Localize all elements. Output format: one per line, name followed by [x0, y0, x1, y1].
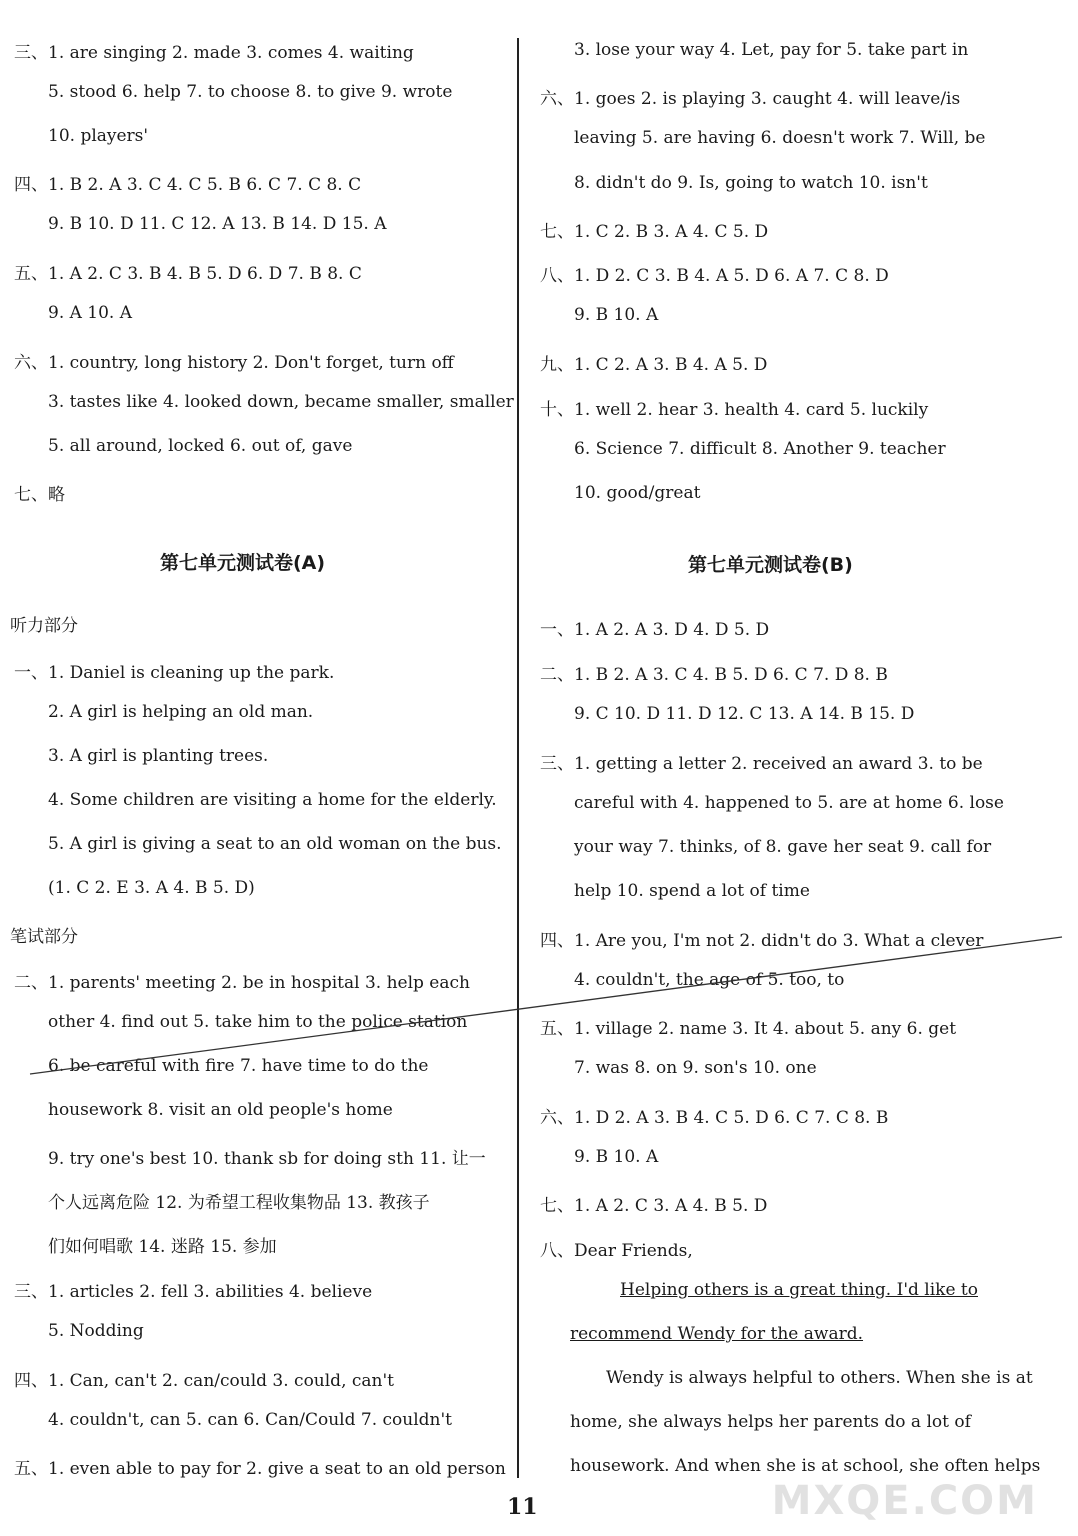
answer-line: 四、1. Are you, I'm not 2. didn't do 3. What a clever [540, 931, 984, 951]
answer-line: 5. A girl is giving a seat to an old woman on the bus. [48, 834, 502, 854]
section-title: 第七单元测试卷(B) [688, 554, 853, 576]
answer-line: 9. A 10. A [48, 303, 133, 323]
essay-line: housework. And when she is at school, she often helps [570, 1456, 1041, 1476]
answer-line: 个人远离危险 12. 为希望工程收集物品 13. 教孩子 [48, 1193, 430, 1213]
answer-line: 十、1. well 2. hear 3. health 4. card 5. luckily [540, 400, 929, 420]
answer-line: 六、1. goes 2. is playing 3. caught 4. will leave/is [540, 89, 961, 109]
answer-line: 9. B 10. D 11. C 12. A 13. B 14. D 15. A [48, 214, 387, 234]
watermark: MXQE.COM [771, 1478, 1038, 1524]
answer-line: 七、1. C 2. B 3. A 4. C 5. D [540, 222, 769, 242]
writing-heading: 笔试部分 [10, 927, 78, 947]
answer-line: 9. try one's best 10. thank sb for doing sth 11. 让一 [48, 1149, 486, 1169]
answer-line: 7. was 8. on 9. son's 10. one [574, 1058, 817, 1078]
answer-line: 9. B 10. A [574, 1147, 659, 1167]
answer-line: 4. couldn't, the age of 5. too, to [574, 970, 845, 990]
answer-line: 5. all around, locked 6. out of, gave [48, 436, 353, 456]
answer-line: 三、1. are singing 2. made 3. comes 4. waiting [14, 43, 414, 63]
answer-line: 5. stood 6. help 7. to choose 8. to give 9. wrote [48, 82, 453, 102]
answer-line: 10. players' [48, 126, 149, 146]
answer-line: 9. B 10. A [574, 305, 659, 325]
answer-line: 二、1. parents' meeting 2. be in hospital 3. help each [14, 973, 470, 993]
essay-line: home, she always helps her parents do a lot of [570, 1412, 971, 1432]
essay-line: recommend Wendy for the award. [570, 1324, 864, 1344]
answer-line: 四、1. B 2. A 3. C 4. C 5. B 6. C 7. C 8. C [14, 175, 362, 195]
answer-line: 们如何唱歌 14. 迷路 15. 参加 [48, 1237, 277, 1257]
answer-line: 五、1. village 2. name 3. It 4. about 5. any 6. get [540, 1019, 957, 1039]
answer-line: 一、1. A 2. A 3. D 4. D 5. D [540, 620, 770, 640]
answer-line: 一、1. Daniel is cleaning up the park. [14, 663, 335, 683]
answer-line: 9. C 10. D 11. D 12. C 13. A 14. B 15. D [574, 704, 915, 724]
answer-line: 八、1. D 2. C 3. B 4. A 5. D 6. A 7. C 8. D [540, 266, 889, 286]
answer-line: 三、1. getting a letter 2. received an award 3. to be [540, 754, 983, 774]
answer-line: 八、Dear Friends, [540, 1241, 693, 1261]
answer-line: 五、1. even able to pay for 2. give a seat to an old person [14, 1459, 506, 1479]
listening-heading: 听力部分 [10, 616, 78, 636]
answer-line: 10. good/great [574, 483, 701, 503]
essay-line: Helping others is a great thing. I'd like to [620, 1280, 978, 1300]
section-title: 第七单元测试卷(A) [160, 552, 326, 574]
answer-line: 8. didn't do 9. Is, going to watch 10. isn't [574, 173, 928, 193]
answer-line: careful with 4. happened to 5. are at home 6. lose [574, 793, 1004, 813]
answer-line: 二、1. B 2. A 3. C 4. B 5. D 6. C 7. D 8. B [540, 665, 888, 685]
answer-line: housework 8. visit an old people's home [48, 1100, 393, 1120]
answer-line: 九、1. C 2. A 3. B 4. A 5. D [540, 355, 768, 375]
answer-line: 3. A girl is planting trees. [48, 746, 269, 766]
answer-line: 六、1. D 2. A 3. B 4. C 5. D 6. C 7. C 8. B [540, 1108, 889, 1128]
answer-line: 七、略 [14, 485, 65, 505]
answer-line: 三、1. articles 2. fell 3. abilities 4. believe [14, 1282, 373, 1302]
answer-line: 七、1. A 2. C 3. A 4. B 5. D [540, 1196, 768, 1216]
answer-line: 3. lose your way 4. Let, pay for 5. take part in [574, 40, 969, 60]
page-number: 11 [507, 1494, 538, 1520]
answer-line: help 10. spend a lot of time [574, 881, 810, 901]
essay-line: Wendy is always helpful to others. When she is at [606, 1368, 1033, 1388]
answer-line: other 4. find out 5. take him to the police station [48, 1012, 468, 1032]
answer-line: your way 7. thinks, of 8. gave her seat 9. call for [574, 837, 992, 857]
answer-line: 3. tastes like 4. looked down, became smaller, smaller [48, 392, 514, 412]
answer-line: 4. Some children are visiting a home for the elderly. [48, 790, 497, 810]
answer-line: 6. be careful with fire 7. have time to do the [48, 1056, 429, 1076]
answer-line: 2. A girl is helping an old man. [48, 702, 314, 722]
answer-line: (1. C 2. E 3. A 4. B 5. D) [48, 878, 255, 898]
answer-line: 六、1. country, long history 2. Don't forget, turn off [14, 353, 454, 373]
answer-line: 6. Science 7. difficult 8. Another 9. teacher [574, 439, 946, 459]
answer-line: 四、1. Can, can't 2. can/could 3. could, can't [14, 1371, 394, 1391]
answer-line: 五、1. A 2. C 3. B 4. B 5. D 6. D 7. B 8. C [14, 264, 362, 284]
answer-line: 5. Nodding [48, 1321, 144, 1341]
answer-line: 4. couldn't, can 5. can 6. Can/Could 7. couldn't [48, 1410, 453, 1430]
answer-line: leaving 5. are having 6. doesn't work 7. Will, be [574, 128, 986, 148]
